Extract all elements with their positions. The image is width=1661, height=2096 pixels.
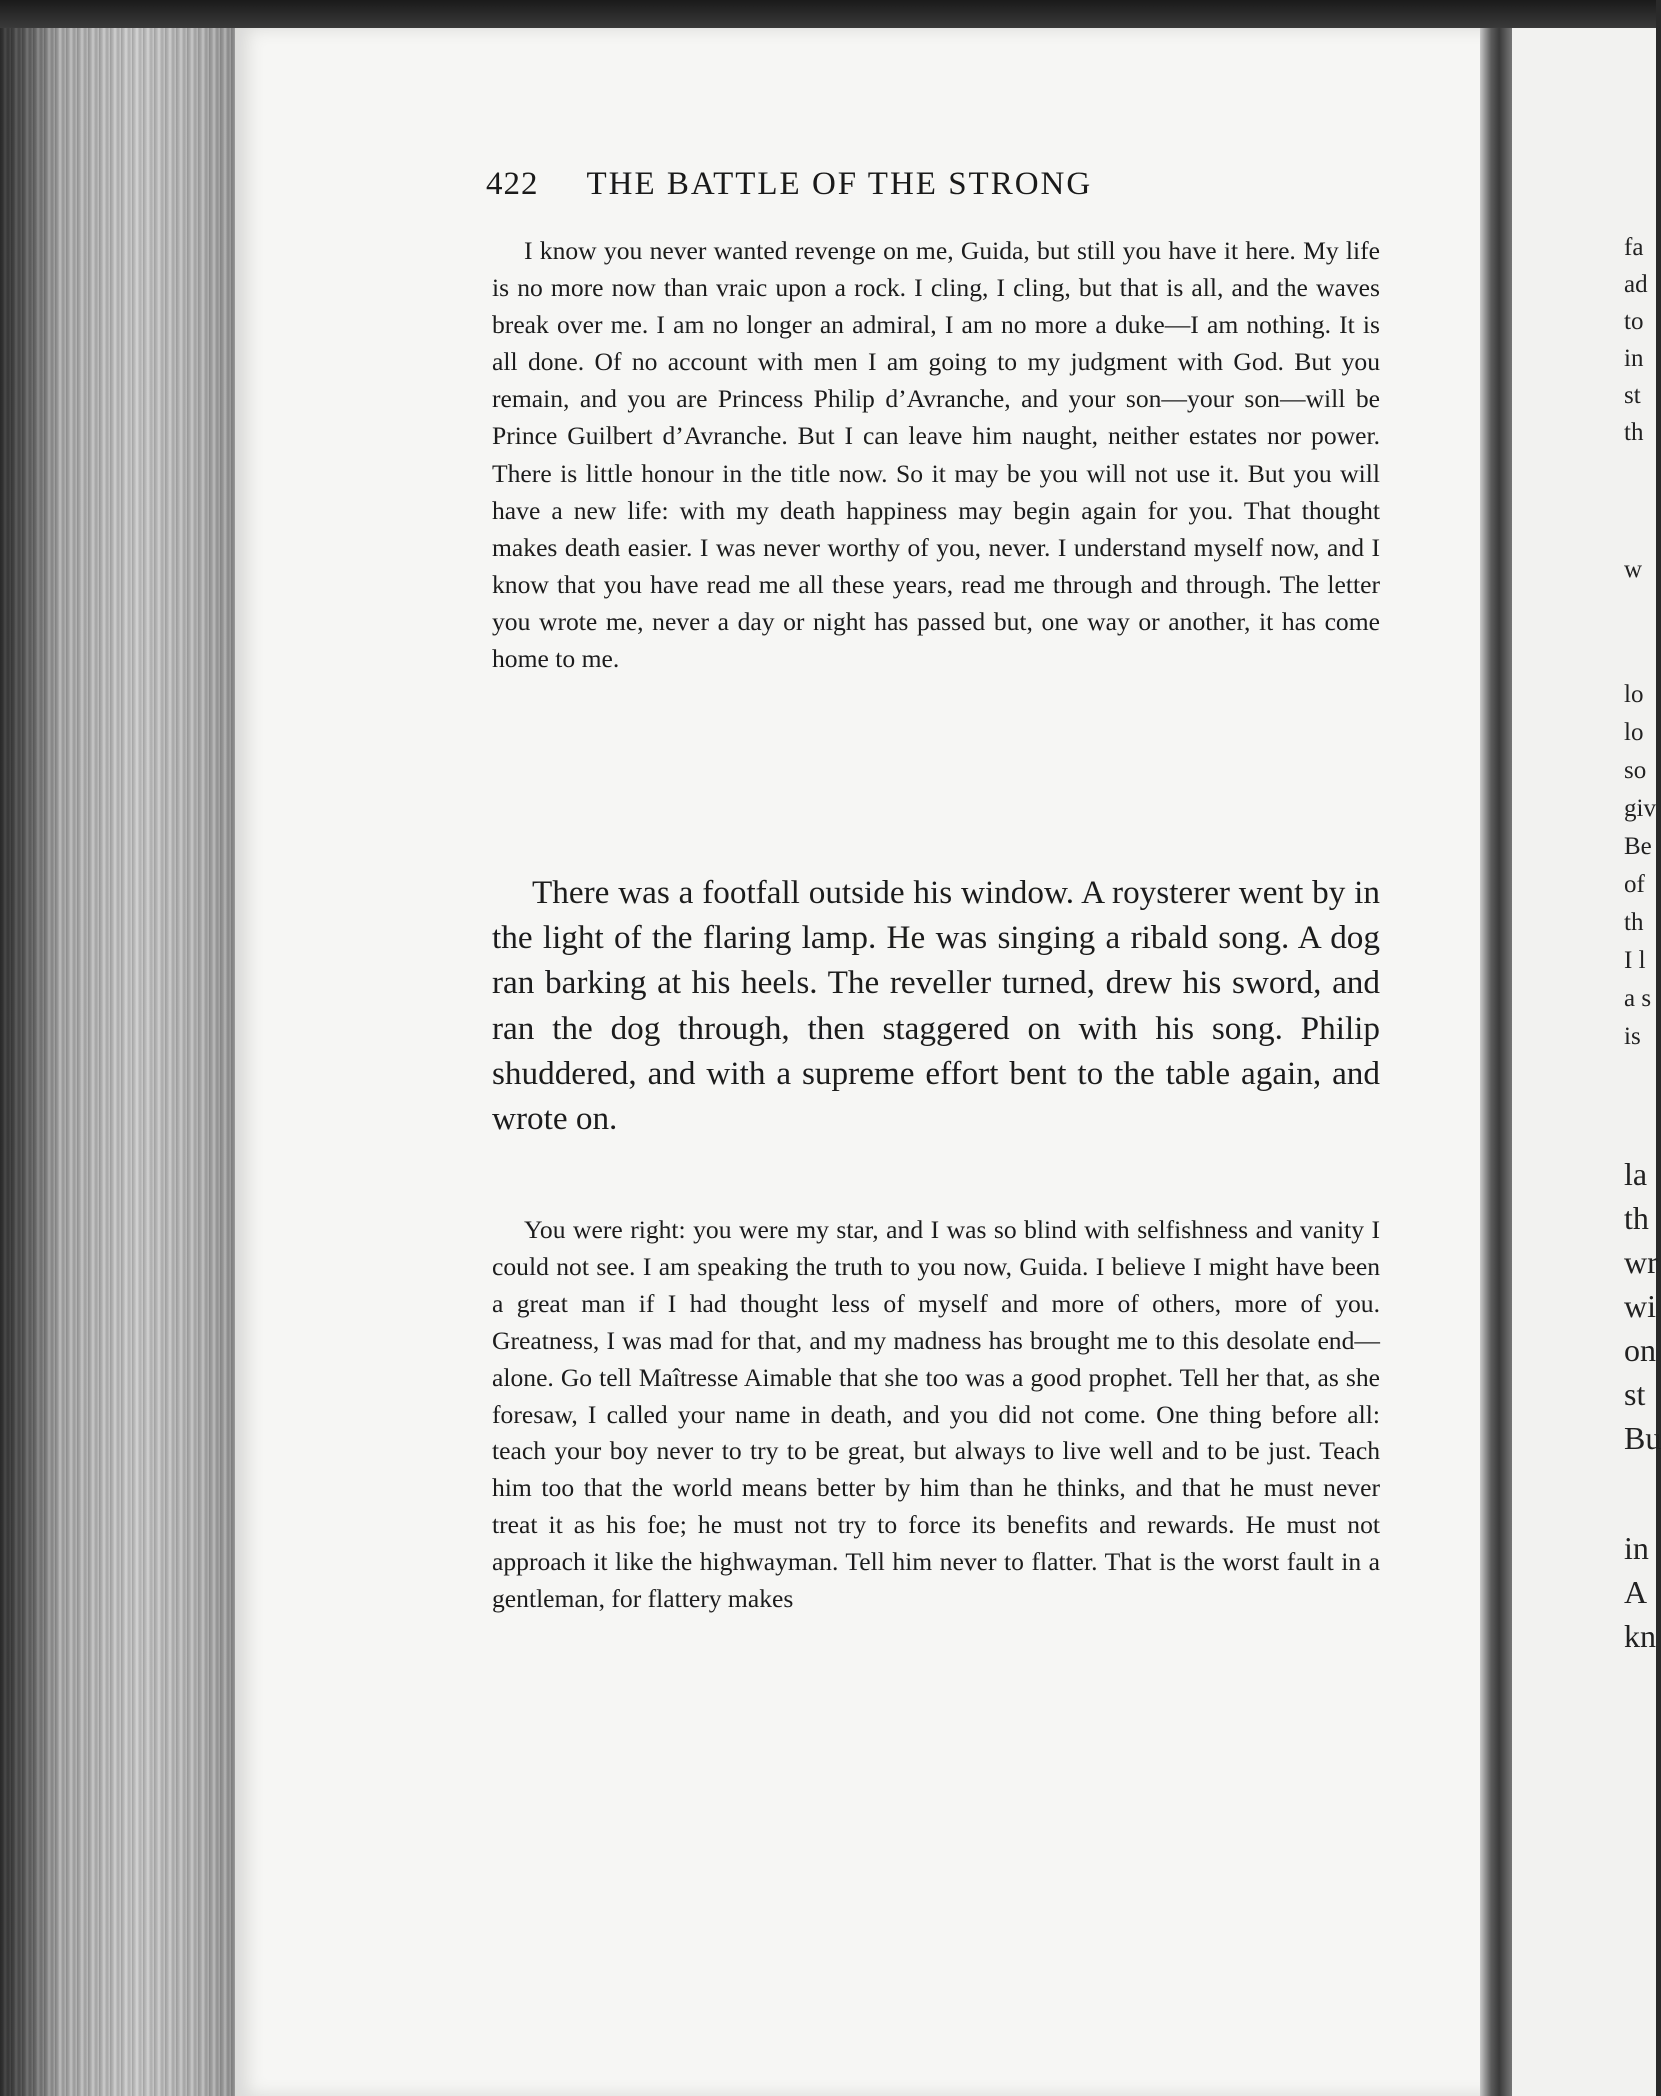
fore-edge-shadow xyxy=(0,28,60,2096)
facing-page-fragment: wi xyxy=(1624,1288,1656,1324)
facing-page-fragment: on xyxy=(1624,1332,1656,1368)
facing-page-fragment: in xyxy=(1624,1530,1649,1566)
facing-page-fragment: lo xyxy=(1624,681,1644,708)
letter-excerpt-1 xyxy=(492,232,1380,677)
facing-page-fragment: I l xyxy=(1624,947,1646,974)
letter-excerpt-2 xyxy=(492,1212,1380,1618)
letter-paragraph: You were right: you were my star, and I was so blind with selfishness and vanity I could not see. I am speaking the truth to you now, Guida. I believe I might have been a great man if I had thought less of myself and more of others, more of you. Greatness, I was mad for that, and my madness has brought me to this desolate end—alone. Go tell Maîtresse Aimable that she too was a good prophet. Tell her that, as she foresaw, I called your name in death, and you did not come. One thing before all: teach your boy never to try to be great, but always to live well and to be just. Teach him too that the world means better by him than he thinks, and that he must never treat it as his foe; he must not try to force its benefits and rewards. He must not approach it like the highwayman. Tell him never to flatter. That is the worst fault in a gentleman, for flattery makes xyxy=(492,1215,1380,1614)
facing-page-fragment: la xyxy=(1624,1156,1648,1192)
facing-page-fragment: w xyxy=(1624,556,1643,583)
narrative-paragraph xyxy=(492,870,1380,1141)
book-title: THE BATTLE OF THE STRONG xyxy=(586,166,1093,202)
facing-page-fragment: of xyxy=(1624,871,1645,898)
facing-page-fragment: a s xyxy=(1624,985,1652,1012)
facing-page-fragment: giv xyxy=(1624,795,1656,822)
facing-page-fragment: Be xyxy=(1624,833,1652,860)
letter-paragraph: I know you never wanted revenge on me, Guida, but still you have it here. My life is no more now than vraic upon a rock. I cling, I cling, but that is all, and the waves break over me. I am no longer an admiral, I am no more a duke—I am nothing. It is all done. Of no account with men I am going to my judgment with God. But you remain, and you are Princess Philip d’Avranche, and your son—your son—will be Prince Guilbert d’Avranche. But I can leave him naught, neither estates nor power. There is little honour in the title now. So it may be you will not use it. But you will have a new life: with my death happiness may begin again for you. That thought makes death easier. I was never worthy of you, never. I understand myself now, and I know that you have read me all these years, read me through and through. The letter you wrote me, never a day or night has passed but, one way or another, it has come home to me. xyxy=(492,236,1380,674)
facing-page-fragment: Bu xyxy=(1624,1420,1661,1456)
facing-page-fragment: ad xyxy=(1624,271,1648,298)
facing-page-fragment: th xyxy=(1624,1200,1649,1236)
running-head xyxy=(486,166,1092,203)
facing-page-fragment: wr xyxy=(1624,1244,1658,1280)
book-gutter xyxy=(1480,28,1512,2096)
facing-page-fragment: st xyxy=(1624,1376,1646,1412)
facing-page-fragment: kn xyxy=(1624,1618,1656,1654)
facing-page-fragment: in xyxy=(1624,345,1644,372)
facing-page-fragment: th xyxy=(1624,419,1644,446)
facing-page-fragment: is xyxy=(1624,1023,1641,1050)
facing-page-fragment: to xyxy=(1624,308,1644,335)
narrative-text: There was a footfall outside his window. A roysterer went by in the light of the flaring lamp. He was singing a ribald song. A dog ran barking at his heels. The reveller turned, drew his sword, and ran the dog through, then staggered on with his song. Philip shuddered, and with a supreme effort bent to the table again, and wrote on. xyxy=(492,874,1380,1138)
facing-page-fragment: th xyxy=(1624,909,1644,936)
facing-page-fragment: fa xyxy=(1624,234,1644,261)
page-number: 422 xyxy=(486,166,539,202)
facing-page-fragment: so xyxy=(1624,757,1647,784)
facing-page-fragment: st xyxy=(1624,382,1641,409)
scanner-top-edge xyxy=(0,0,1656,28)
facing-page-fragment: A xyxy=(1624,1574,1648,1610)
facing-page-fragment: lo xyxy=(1624,719,1644,746)
facing-page-edge xyxy=(1512,28,1661,2096)
